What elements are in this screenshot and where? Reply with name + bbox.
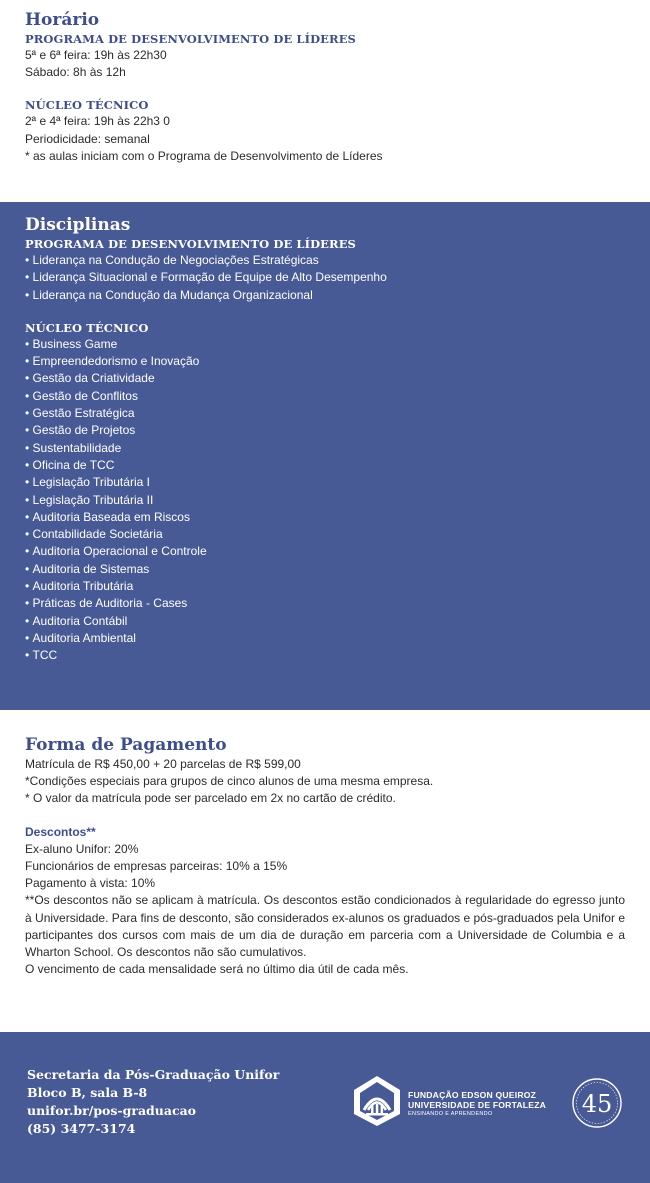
list-item: • Auditoria Contábil [25,613,625,630]
list-item: • Empreendedorismo e Inovação [25,353,625,370]
list-item: • Liderança na Condução de Negociações Estratégicas [25,252,625,269]
list-item: • Gestão Estratégica [25,405,625,422]
list-item: • Gestão da Criatividade [25,370,625,387]
list-item: • Gestão de Conflitos [25,388,625,405]
disciplines-nt-list [25,336,625,665]
schedule-pdl-line: 5ª e 6ª feira: 19h às 22h30 [25,48,167,62]
payment-section [0,710,650,1032]
unifor-logo-icon [352,1074,402,1128]
disciplines-nt-heading: NÚCLEO TÉCNICO [25,320,149,335]
contact-room: Bloco B, sala B-8 [27,1085,148,1100]
list-item: • Business Game [25,336,625,353]
contact-block [27,1066,279,1138]
list-item: • Práticas de Auditoria - Cases [25,595,625,612]
contact-website[interactable]: unifor.br/pos-graduacao [27,1103,197,1118]
list-item: • Liderança na Condução da Mudança Organizacional [25,287,625,304]
schedule-pdl-line: Sábado: 8h às 12h [25,65,126,80]
schedule-nt-line: * as aulas iniciam com o Programa de Desenvolvimento de Líderes [25,148,383,163]
list-item: • Auditoria Ambiental [25,630,625,647]
contact-office: Secretaria da Pós-Graduação Unifor [27,1067,280,1082]
list-item: • TCC [25,647,625,664]
list-item: • Oficina de TCC [25,457,625,474]
list-item: • Auditoria de Sistemas [25,561,625,578]
brand-motto: ENSINANDO E APRENDENDO [408,1111,493,1117]
list-item: • Contabilidade Societária [25,526,625,543]
due-date-note: O vencimento de cada mensalidade será no último dia útil de cada mês. [25,962,409,977]
list-item: • Auditoria Baseada em Riscos [25,509,625,526]
schedule-nt-line: 2ª e 4ª feira: 19h às 22h3 0 [25,114,170,129]
discount-line: Funcionários de empresas parceiras: 10% a 15% [25,859,288,874]
disciplines-pdl-heading: PROGRAMA DE DESENVOLVIMENTO DE LÍDERES [25,237,356,251]
list-item: • Legislação Tributária II [25,492,625,509]
seal-number: 45 [581,1090,613,1118]
list-item: • Auditoria Operacional e Controle [25,543,625,560]
list-item: • Legislação Tributária I [25,474,625,491]
payment-line: Matrícula de R$ 450,00 + 20 parcelas de R$ 599,00 [25,757,301,771]
schedule-section [0,0,650,202]
brand-university: UNIVERSIDADE DE FORTALEZA [408,1100,547,1110]
schedule-nt-line: Periodicidade: semanal [25,131,150,146]
payment-title: Forma de Pagamento [25,735,227,755]
schedule-pdl-heading: PROGRAMA DE DESENVOLVIMENTO DE LÍDERES [25,32,356,46]
payment-line: * O valor da matrícula pode ser parcelado em 2x no cartão de crédito. [25,791,396,806]
footer [0,1032,650,1183]
discount-line: Ex-aluno Unifor: 20% [25,841,139,856]
schedule-nt-heading: NÚCLEO TÉCNICO [25,98,149,113]
schedule-title: Horário [25,10,100,30]
payment-line: *Condições especiais para grupos de cinco alunos de uma mesma empresa. [25,774,434,789]
list-item: • Sustentabilidade [25,440,625,457]
disciplines-section [0,202,650,710]
disciplines-pdl-list [25,252,625,304]
seal-45-icon [570,1076,624,1130]
list-item: • Auditoria Tributária [25,578,625,595]
disciplines-title: Disciplinas [25,215,131,235]
list-item: • Gestão de Projetos [25,422,625,439]
list-item: • Liderança Situacional e Formação de Equipe de Alto Desempenho [25,269,625,286]
discount-line: Pagamento à vista: 10% [25,876,156,891]
discounts-heading: Descontos** [25,824,96,839]
discount-note: **Os descontos não se aplicam à matrícula. Os descontos estão condicionados à regularidade do egresso junto à Universidade. Para fins de desconto, são considerados ex-alunos os graduados e pós-graduados pela Unifor e participantes dos cursos com mais de um dia de duração em parceria com a Universidade de Columbia e a Wharton School. Os descontos não são cumulativos. [25,893,625,960]
brand-text [408,1090,546,1118]
contact-phone: (85) 3477-3174 [27,1121,136,1136]
brand-foundation: FUNDAÇÃO EDSON QUEIROZ [408,1090,537,1100]
